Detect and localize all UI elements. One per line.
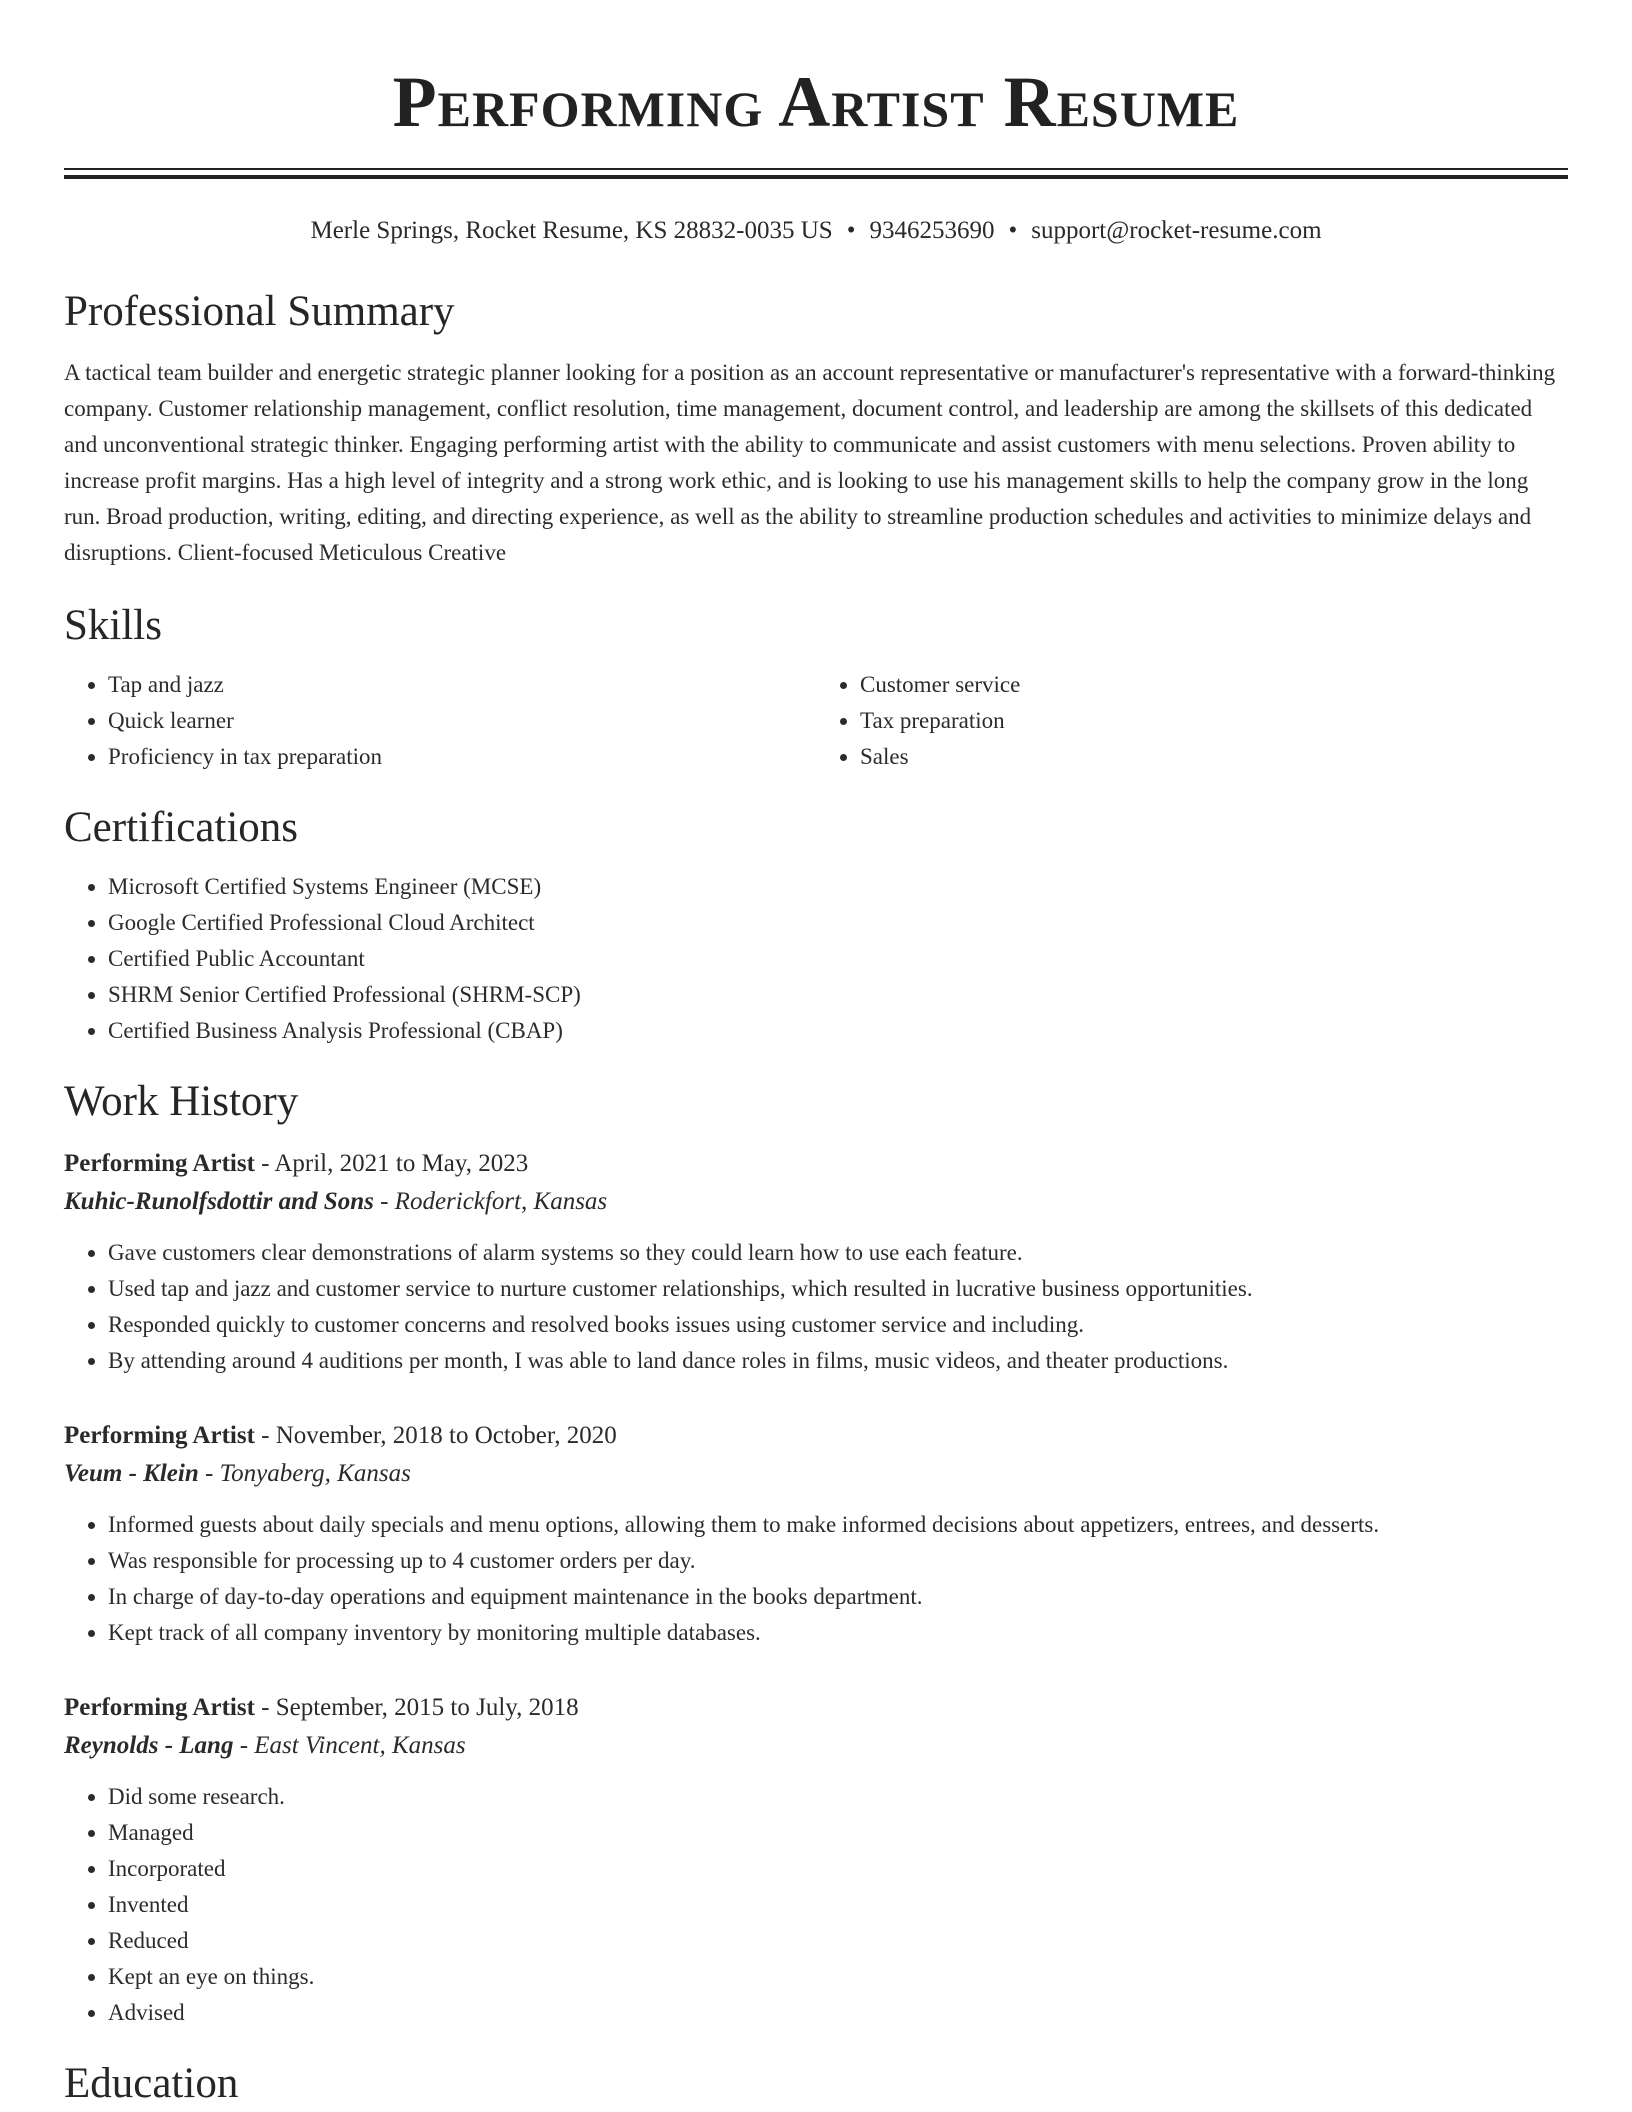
- certification-item: • SHRM Senior Certified Professional (SHRM-SCP): [108, 977, 1568, 1013]
- job-bullet: • Was responsible for processing up to 4 customer orders per day.: [108, 1543, 1568, 1579]
- skill-item: • Tap and jazz: [108, 667, 816, 703]
- skill-item: • Tax preparation: [860, 703, 1568, 739]
- job-dates: November, 2018 to October, 2020: [275, 1422, 617, 1449]
- skill-item: • Customer service: [860, 667, 1568, 703]
- certifications-list: [64, 869, 1568, 1049]
- skills-list-right: [816, 667, 1568, 775]
- title-divider: [64, 168, 1568, 179]
- job-bullet: • Managed: [108, 1815, 1568, 1851]
- resume-title: Performing Artist Resume: [392, 62, 1240, 142]
- employer-name: Veum - Klein: [64, 1460, 199, 1487]
- job-bullet: • Responded quickly to customer concerns and resolved books issues using customer service and including.: [108, 1307, 1568, 1343]
- job-dates: April, 2021 to May, 2023: [274, 1150, 529, 1177]
- certification-item: • Certified Public Accountant: [108, 941, 1568, 977]
- employer-name: Kuhic-Runolfsdottir and Sons: [64, 1188, 374, 1215]
- skill-item: • Quick learner: [108, 703, 816, 739]
- skills-list-left: [64, 667, 816, 775]
- skills-heading: Skills: [64, 602, 162, 649]
- job-title-line: Performing Artist - September, 2015 to July, 2018: [64, 1694, 579, 1721]
- job-title: Performing Artist: [64, 1150, 255, 1177]
- skills-grid: [64, 667, 1568, 775]
- certifications-heading: Certifications: [64, 804, 299, 851]
- education-heading: Education: [64, 2060, 239, 2107]
- employer-name: Reynolds - Lang: [64, 1732, 234, 1759]
- skill-item: • Sales: [860, 739, 1568, 775]
- job-bullet: • Advised: [108, 1995, 1568, 2031]
- employer-line: Reynolds - Lang - East Vincent, Kansas: [64, 1732, 466, 1759]
- job-bullet: • By attending around 4 auditions per month, I was able to land dance roles in films, music videos, and theater productions.: [108, 1343, 1568, 1379]
- job-title-line: Performing Artist - April, 2021 to May, 2023: [64, 1150, 529, 1177]
- contact-email: support@rocket-resume.com: [1031, 217, 1322, 244]
- certification-item: • Microsoft Certified Systems Engineer (MCSE): [108, 869, 1568, 905]
- summary-text: A tactical team builder and energetic strategic planner looking for a position as an account representative or manufacturer's representative with a forward-thinking company. Customer relationship management, conflict resolution, time management, document control, and leadership are among the skillsets of this dedicated and unconventional strategic thinker. Engaging performing artist with the ability to communicate and assist customers with menu selections. Proven ability to increase profit margins. Has a high level of integrity and a strong work ethic, and is looking to use his management skills to help the company grow in the long run. Broad production, writing, editing, and directing experience, as well as the ability to streamline production schedules and activities to minimize delays and disruptions. Client-focused Meticulous Creative: [64, 360, 1556, 565]
- job-title: Performing Artist: [64, 1422, 255, 1449]
- employer-line: Kuhic-Runolfsdottir and Sons - Roderickfort, Kansas: [64, 1188, 608, 1215]
- job-bullet: • Used tap and jazz and customer service to nurture customer relationships, which resulted in lucrative business opportunities.: [108, 1271, 1568, 1307]
- job-bullets: [64, 1779, 1568, 2031]
- certification-item: • Google Certified Professional Cloud Architect: [108, 905, 1568, 941]
- job-bullets: [64, 1507, 1568, 1651]
- job-title: Performing Artist: [64, 1694, 255, 1721]
- job-bullet: • In charge of day-to-day operations and equipment maintenance in the books department.: [108, 1579, 1568, 1615]
- job-bullet: • Informed guests about daily specials and menu options, allowing them to make informed decisions about appetizers, entrees, and desserts.: [108, 1507, 1568, 1543]
- job-bullet: • Kept an eye on things.: [108, 1959, 1568, 1995]
- work-history-heading: Work History: [64, 1078, 299, 1125]
- job-bullet: • Reduced: [108, 1923, 1568, 1959]
- resume-page: [64, 0, 1568, 2109]
- contact-phone: 9346253690: [869, 217, 995, 244]
- certification-item: • Certified Business Analysis Professional (CBAP): [108, 1013, 1568, 1049]
- job-entry: [64, 1689, 1568, 2031]
- contact-address: Merle Springs, Rocket Resume, KS 28832-0035 US: [310, 217, 833, 244]
- employer-location: Tonyaberg, Kansas: [219, 1460, 411, 1487]
- job-bullet: • Invented: [108, 1887, 1568, 1923]
- contact-line: [64, 215, 1568, 247]
- contact-separator: •: [1008, 217, 1018, 244]
- job-dates: September, 2015 to July, 2018: [275, 1694, 579, 1721]
- job-bullet: • Did some research.: [108, 1779, 1568, 1815]
- employer-line: Veum - Klein - Tonyaberg, Kansas: [64, 1460, 411, 1487]
- job-entry: [64, 1417, 1568, 1651]
- job-bullet: • Incorporated: [108, 1851, 1568, 1887]
- job-bullet: • Gave customers clear demonstrations of alarm systems so they could learn how to use each feature.: [108, 1235, 1568, 1271]
- skill-item: • Proficiency in tax preparation: [108, 739, 816, 775]
- job-bullets: [64, 1235, 1568, 1379]
- summary-heading: Professional Summary: [64, 288, 455, 335]
- employer-location: East Vincent, Kansas: [254, 1732, 466, 1759]
- contact-separator: •: [846, 217, 856, 244]
- employer-location: Roderickfort, Kansas: [394, 1188, 608, 1215]
- job-entry: [64, 1145, 1568, 1379]
- job-title-line: Performing Artist - November, 2018 to October, 2020: [64, 1422, 617, 1449]
- job-bullet: • Kept track of all company inventory by monitoring multiple databases.: [108, 1615, 1568, 1651]
